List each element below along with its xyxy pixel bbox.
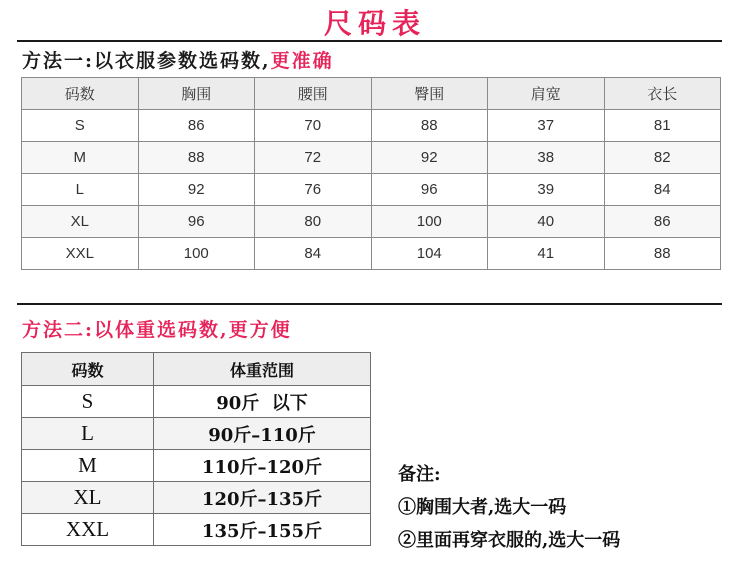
table-cell: 90斤 以下	[154, 386, 371, 418]
table-cell: 88	[138, 142, 255, 174]
table-cell: 76	[255, 174, 372, 206]
table-row	[22, 174, 721, 206]
method1-heading-text: 方法一:以衣服参数选码数,	[22, 50, 271, 72]
table-cell: L	[22, 174, 139, 206]
table-cell: L	[22, 418, 154, 450]
column-header: 胸围	[138, 78, 255, 110]
table-row	[22, 238, 721, 270]
table-cell: 110斤–120斤	[154, 450, 371, 482]
column-header: 体重范围	[154, 353, 371, 386]
table-cell: 84	[255, 238, 372, 270]
table-cell: S	[22, 110, 139, 142]
table-cell: 82	[604, 142, 721, 174]
table-cell: XL	[22, 482, 154, 514]
table-cell: 81	[604, 110, 721, 142]
column-header: 腰围	[255, 78, 372, 110]
table-cell: 135斤–155斤	[154, 514, 371, 546]
table-cell: 41	[488, 238, 605, 270]
column-header: 衣长	[604, 78, 721, 110]
method1-heading-emphasis: 更准确	[270, 50, 334, 72]
table-row	[22, 110, 721, 142]
table-cell: 92	[371, 142, 488, 174]
table-header-row	[22, 353, 371, 386]
method2-heading	[22, 315, 292, 342]
table-row	[22, 142, 721, 174]
table-cell: XXL	[22, 514, 154, 546]
table-row	[22, 450, 371, 482]
table-cell: 100	[138, 238, 255, 270]
table-row	[22, 206, 721, 238]
method2-heading-text: 方法二:以体重选码数,	[22, 319, 229, 341]
table-cell: 40	[488, 206, 605, 238]
table-cell: M	[22, 142, 139, 174]
column-header: 臀围	[371, 78, 488, 110]
table-cell: 72	[255, 142, 372, 174]
table-cell: 37	[488, 110, 605, 142]
table-cell: 84	[604, 174, 721, 206]
table-cell: S	[22, 386, 154, 418]
notes-label: 备注:	[398, 464, 441, 485]
page-title: 尺码表	[323, 7, 426, 40]
table-cell: XL	[22, 206, 139, 238]
table-row	[22, 386, 371, 418]
notes-block	[398, 458, 743, 557]
top-divider	[17, 40, 722, 42]
table-cell: 39	[488, 174, 605, 206]
table-cell: 88	[371, 110, 488, 142]
table-cell: 96	[138, 206, 255, 238]
table-cell: XXL	[22, 238, 139, 270]
table-cell: 70	[255, 110, 372, 142]
column-header: 肩宽	[488, 78, 605, 110]
table-row	[22, 482, 371, 514]
table-cell: 80	[255, 206, 372, 238]
method2-heading-emphasis: 更方便	[228, 319, 292, 341]
table-row	[22, 514, 371, 546]
table-cell: 92	[138, 174, 255, 206]
table-cell: 100	[371, 206, 488, 238]
table-cell: 86	[604, 206, 721, 238]
method1-heading	[22, 46, 334, 73]
table-header-row	[22, 78, 721, 110]
table-cell: 86	[138, 110, 255, 142]
middle-divider	[17, 303, 722, 305]
weight-size-table	[21, 352, 371, 546]
column-header: 码数	[22, 78, 139, 110]
table-cell: 120斤–135斤	[154, 482, 371, 514]
note-item: ②里面再穿衣服的,选大一码	[398, 530, 621, 551]
note-item: ①胸围大者,选大一码	[398, 497, 567, 518]
size-parameter-table	[21, 77, 721, 270]
column-header: 码数	[22, 353, 154, 386]
table-cell: M	[22, 450, 154, 482]
table-cell: 96	[371, 174, 488, 206]
table-cell: 88	[604, 238, 721, 270]
table-row	[22, 418, 371, 450]
table-cell: 104	[371, 238, 488, 270]
table-cell: 38	[488, 142, 605, 174]
table-cell: 90斤–110斤	[154, 418, 371, 450]
